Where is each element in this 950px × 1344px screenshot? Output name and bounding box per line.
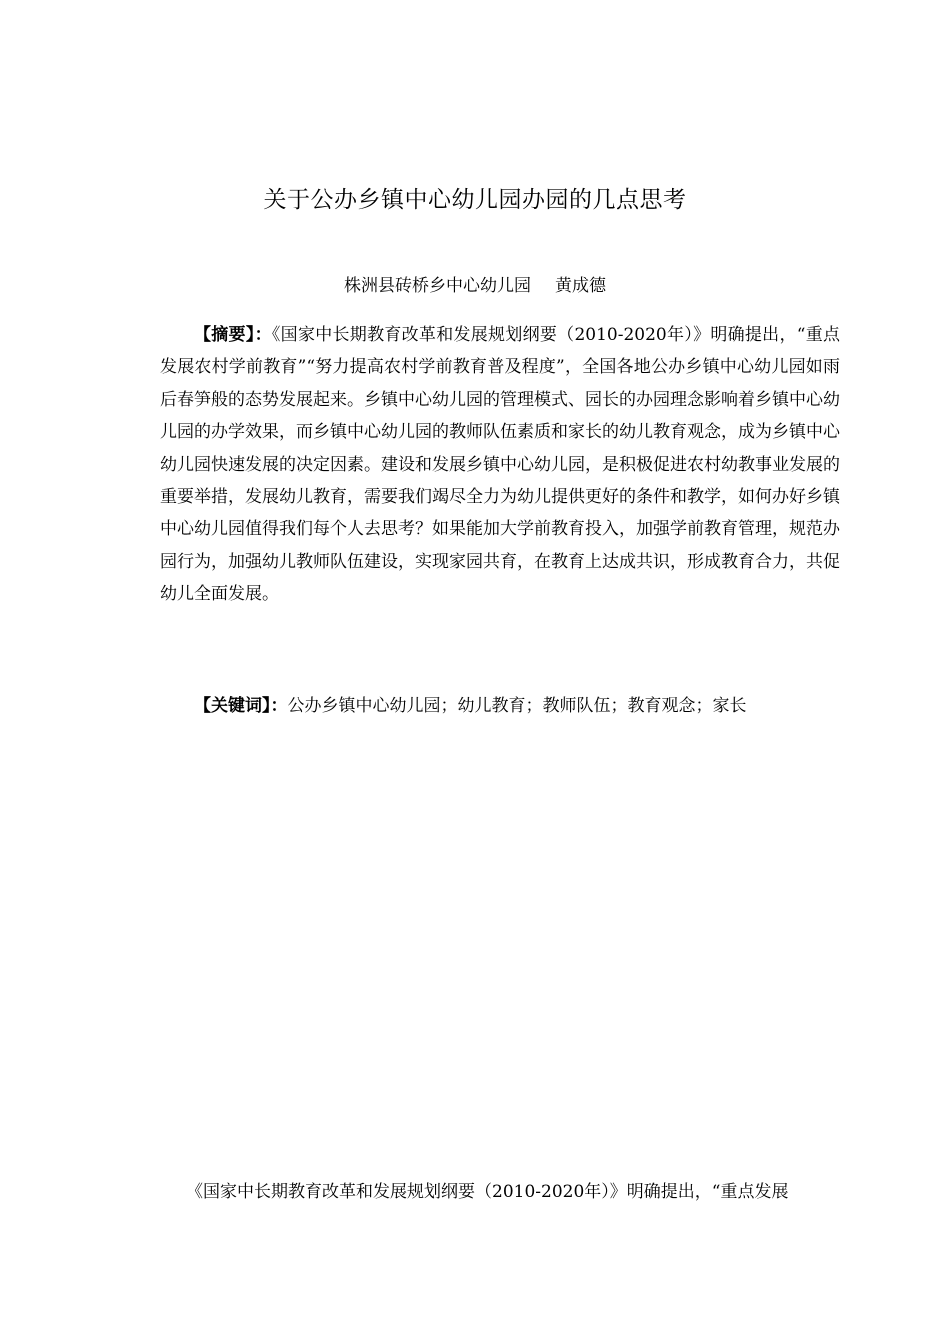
abstract-text: 《国家中长期教育改革和发展规划纲要（2010-2020年）》明确提出，“重点发展农村学前教育”“努力提高农村学前教育普及程度”，全国各地公办乡镇中心幼儿园如雨后春笋般的态势发展起来。乡镇中心幼儿园的管理模式、园长的办园理念影响着乡镇中心幼儿园的办学效果，而乡镇中心幼儿园的教师队伍素质和家长的幼儿教育观念，成为乡镇中心幼儿园快速发展的决定因素。建设和发展乡镇中心幼儿园，是积极促进农村幼教事业发展的重要举措，发展幼儿教育，需要我们竭尽全力为幼儿提供更好的条件和教学，如何办好乡镇中心幼儿园值得我们每个人去思考？如果能加大学前教育投入，加强学前教育管理，规范办园行为，加强幼儿教师队伍建设，实现家园共育，在教育上达成共识，形成教育合力，共促幼儿全面发展。 xyxy=(160,325,840,605)
keywords-paragraph xyxy=(194,690,854,722)
abstract-paragraph xyxy=(160,319,840,611)
document-title: 关于公办乡镇中心幼儿园办园的几点思考 xyxy=(263,187,687,213)
keywords-label: 【关键词】 xyxy=(194,696,271,716)
body-first-line: 《国家中长期教育改革和发展规划纲要（2010-2020年）》明确提出，“重点发展 xyxy=(186,1182,789,1202)
keywords-text: 公办乡镇中心幼儿园；幼儿教育；教师队伍；教育观念；家长 xyxy=(287,696,747,716)
author-name: 黄成德 xyxy=(555,276,606,296)
abstract-separator: ： xyxy=(254,325,272,345)
author-affiliation: 株洲县砖桥乡中心幼儿园 xyxy=(344,276,531,296)
author-line xyxy=(0,272,950,300)
abstract-label: 【摘要】 xyxy=(194,325,255,345)
keywords-separator: ： xyxy=(270,696,288,716)
